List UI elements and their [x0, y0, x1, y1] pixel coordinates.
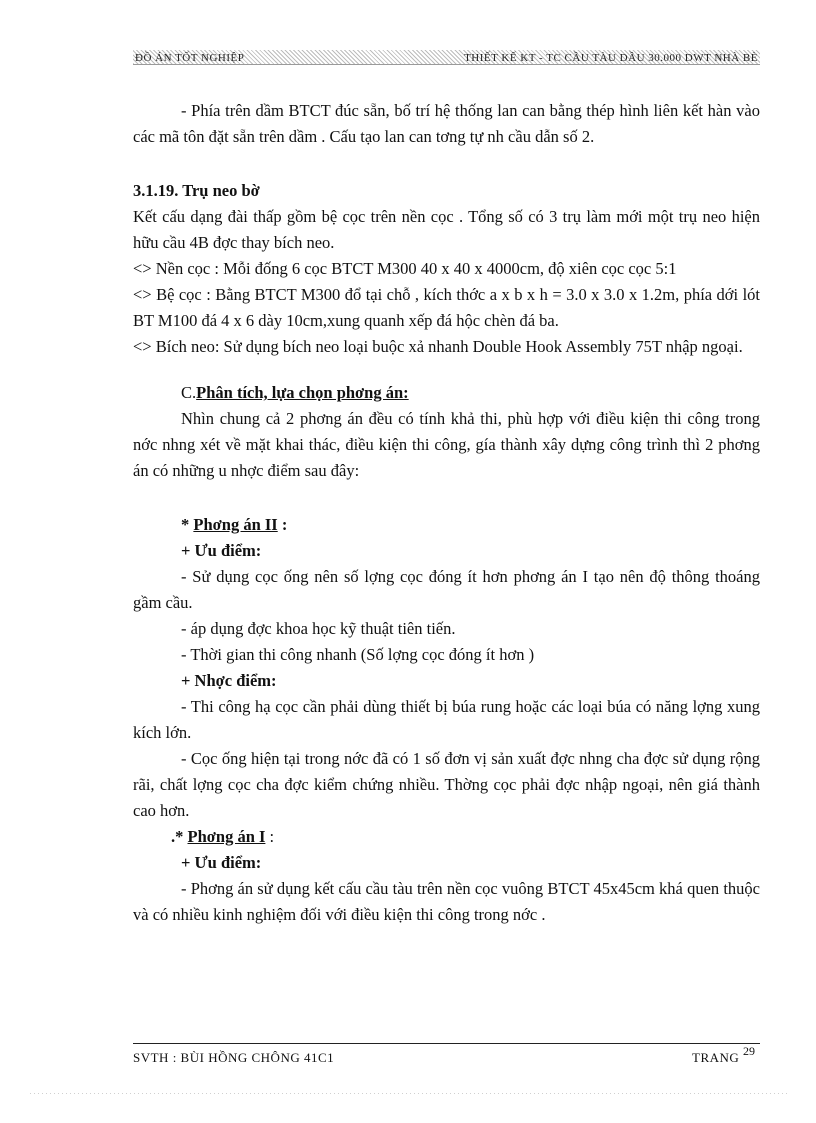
- page-header: [133, 50, 760, 65]
- paragraph-bollard: <> Bích neo: Sử dụng bích neo loại buộc xả nhanh Double Hook Assembly 75T nhập ngoại.: [133, 337, 743, 356]
- paragraph-pile-foundation: <> Nền cọc : Mỗi đống 6 cọc BTCT M300 40 x 40 x 4000cm, độ xiên cọc cọc 5:1: [133, 259, 677, 278]
- footer-author: SVTH : BÙI HỒNG CHÔNG 41C1: [133, 1050, 335, 1065]
- paragraph-pile-cap: <> Bệ cọc : Bằng BTCT M300 đổ tại chỗ , kích thớc a x b x h = 3.0 x 3.0 x 1.2m, phía dới lót BT M100 đá 4 x 6 dày 10cm,xung quanh xếp đá hộc chèn đá ba.: [133, 285, 760, 330]
- analysis-heading-prefix: C.: [181, 383, 197, 402]
- bottom-dotted-line: [30, 1093, 790, 1094]
- section-heading: 3.1.19. Trụ neo bờ: [133, 181, 260, 200]
- advantages-label-2: + Ưu điểm:: [181, 853, 262, 872]
- paragraph-dis-2: - Cọc ống hiện tại trong nớc đã có 1 số đơn vị sản xuất đợc nhng cha đợc sử dụng rộng rãi, chất lợng cọc cha đợc kiểm chứng nhiều. Thờng cọc phải đợc nhập ngoại, nên giá thành cao hơn.: [133, 749, 760, 820]
- option-2-title: Phơng án II: [193, 515, 278, 534]
- advantages-label: + Ưu điểm:: [181, 541, 262, 560]
- header-left-text: ĐỒ ÁN TỐT NGHIỆP: [135, 52, 245, 64]
- paragraph-adv-option-1: - Phơng án sử dụng kết cấu cầu tàu trên nền cọc vuông BTCT 45x45cm khá quen thuộc và có nhiều kinh nghiệm đối với điều kiện thi công trong nớc .: [133, 879, 760, 924]
- option-2-heading: [133, 512, 760, 538]
- option-1-colon: :: [265, 827, 275, 846]
- paragraph-adv-1: - Sử dụng cọc ống nên số lợng cọc đóng ít hơn phơng án I tạo nên độ thông thoáng gầm cầu.: [133, 567, 760, 612]
- paragraph-adv-3: - Thời gian thi công nhanh (Số lợng cọc đóng ít hơn ): [181, 645, 535, 664]
- option-2-star: *: [181, 515, 194, 534]
- header-right-text: THIẾT KẾ KT - TC CẦU TÀU DẦU 30.000 DWT NHÀ BÈ: [464, 52, 758, 64]
- paragraph-structure: Kết cấu dạng đài thấp gồm bệ cọc trên nền cọc . Tổng số có 3 trụ làm mới một trụ neo hiện hữu cầu 4B đợc thay bích neo.: [133, 207, 760, 252]
- disadvantages-label: + Nhợc điểm:: [181, 671, 277, 690]
- option-1-title: Phơng án I: [187, 827, 266, 846]
- paragraph-adv-2: - áp dụng đợc khoa học kỹ thuật tiên tiến.: [181, 619, 456, 638]
- option-1-star: .*: [171, 827, 188, 846]
- analysis-heading: [133, 380, 760, 406]
- footer-page-number: 29: [743, 1044, 755, 1058]
- option-2-colon: :: [277, 515, 288, 534]
- page-body: [133, 98, 760, 928]
- footer-divider: [133, 1043, 760, 1044]
- analysis-heading-title: Phân tích, lựa chọn phơng án:: [196, 383, 409, 402]
- paragraph-overview: Nhìn chung cả 2 phơng án đều có tính khả thi, phù hợp với điều kiện thi công trong nớc nhng xét về mặt khai thác, điều kiện thi công, gía thành xây dựng công trình thì 2 phơng án có những u nhợc điểm sau đây:: [133, 409, 760, 480]
- footer-page-label: TRANG: [692, 1050, 740, 1065]
- option-1-heading: [133, 824, 760, 850]
- paragraph-dis-1: - Thi công hạ cọc cần phải dùng thiết bị búa rung hoặc các loại búa có năng lợng xung kích lớn.: [133, 697, 760, 742]
- paragraph-railing: - Phía trên dầm BTCT đúc sẵn, bố trí hệ thống lan can bằng thép hình liên kết hàn vào các mã tôn đặt sẵn trên dầm . Cấu tạo lan can tơng tự nh cầu dẫn số 2.: [133, 101, 760, 146]
